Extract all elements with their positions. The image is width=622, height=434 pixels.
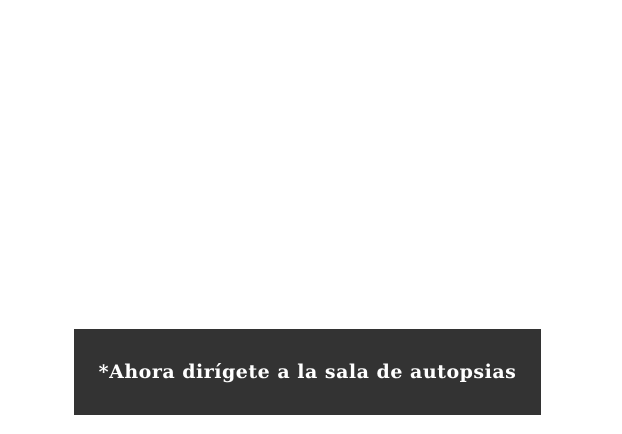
dialog-text: *Ahora dirígete a la sala de autopsias — [98, 361, 517, 383]
dialog-box[interactable] — [74, 329, 541, 415]
